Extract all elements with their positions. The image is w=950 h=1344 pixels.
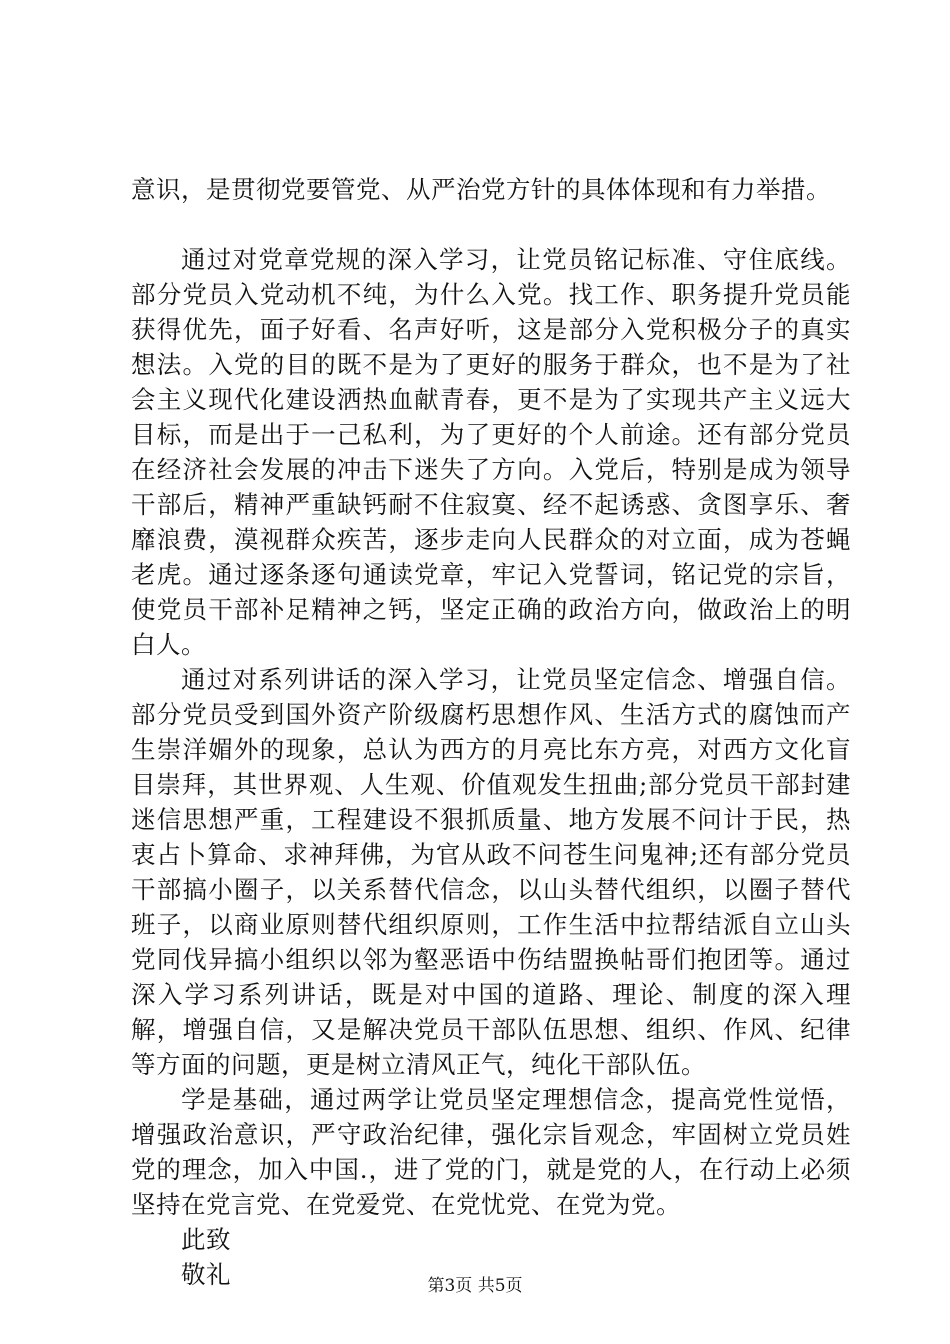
- document-body: [131, 172, 851, 1292]
- page-footer: 第3页 共5页: [427, 1276, 523, 1296]
- paragraph-series-speeches: 通过对系列讲话的深入学习，让党员坚定信念、增强自信。部分党员受到国外资产阶级腐朽思想作风、生活方式的腐蚀而产生崇洋媚外的现象，总认为西方的月亮比东方亮，对西方文化盲目崇拜，其世界观、人生观、价值观发生扭曲;部分党员干部封建迷信思想严重，工程建设不狠抓质量、地方发展不问计于民，热衷占卜算命、求神拜佛，为官从政不问苍生问鬼神;还有部分党员干部搞小圈子，以关系替代信念，以山头替代组织，以圈子替代班子，以商业原则替代组织原则，工作生活中拉帮结派自立山头党同伐异搞小组织以邻为壑恶语中伤结盟换帖哥们抱团等。通过深入学习系列讲话，既是对中国的道路、理论、制度的深入理解，增强自信，又是解决党员干部队伍思想、组织、作风、纪律等方面的问题，更是树立清风正气，纯化干部队伍。: [131, 665, 851, 1079]
- closing-salutation: 此致: [181, 1225, 231, 1254]
- paragraph-continuation: 意识，是贯彻党要管党、从严治党方针的具体体现和有力举措。: [131, 175, 831, 204]
- closing-regards: 敬礼: [181, 1260, 231, 1289]
- paragraph-conclusion: 学是基础，通过两学让党员坚定理想信念，提高党性觉悟，增强政治意识，严守政治纪律，强化宗旨观念，牢固树立党员姓党的理念，加入中国.，进了党的门，就是党的人，在行动上必须坚持在党言党、在党爱党、在党忧党、在党为党。: [131, 1085, 851, 1219]
- paragraph-party-constitution: 通过对党章党规的深入学习，让党员铭记标准、守住底线。部分党员入党动机不纯，为什么入党。找工作、职务提升党员能获得优先，面子好看、名声好听，这是部分入党积极分子的真实想法。入党的目的既不是为了更好的服务于群众，也不是为了社会主义现代化建设洒热血献青春，更不是为了实现共产主义远大目标，而是出于一己私利，为了更好的个人前途。还有部分党员在经济社会发展的冲击下迷失了方向。入党后，特别是成为领导干部后，精神严重缺钙耐不住寂寞、经不起诱惑、贪图享乐、奢靡浪费，漠视群众疾苦，逐步走向人民群众的对立面，成为苍蝇老虎。通过逐条逐句通读党章，牢记入党誓词，铭记党的宗旨，使党员干部补足精神之钙，坚定正确的政治方向，做政治上的明白人。: [131, 245, 851, 659]
